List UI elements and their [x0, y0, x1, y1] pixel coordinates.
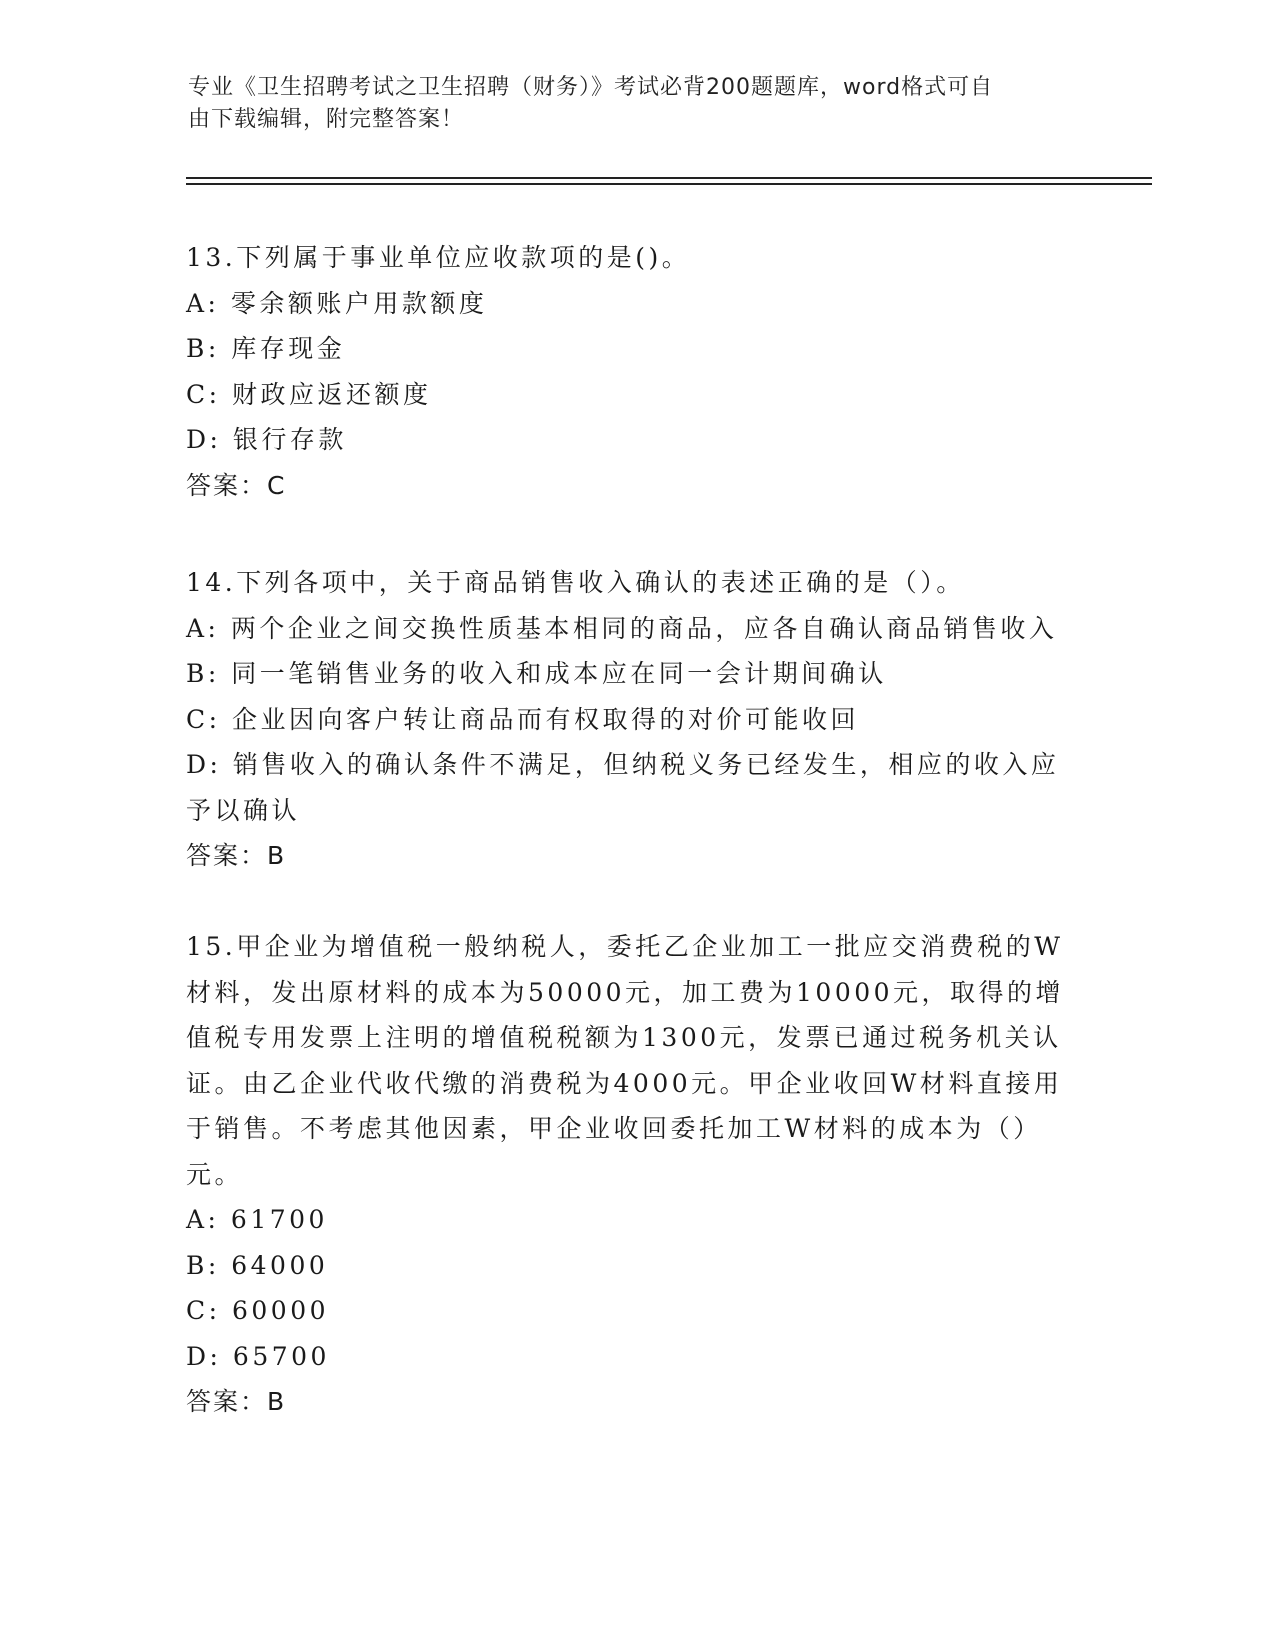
- option-a: A: 零余额账户用款额度: [186, 288, 488, 318]
- question-stem: 15.甲企业为增值税一般纳税人，委托乙企业加工一批应交消费税的W材料，发出原材料的成本为50000元，加工费为10000元，取得的增值税专用发票上注明的增值税税额为1300元，发票已通过税务机关认证。由乙企业代收代缴的消费税为4000元。甲企业收回W材料直接用于销售。不考虑其他因素，甲企业收回委托加工W材料的成本为（）元。: [186, 932, 1065, 1189]
- header-line-1: 专业《卫生招聘考试之卫生招聘（财务）》考试必背200题题库，word格式可自: [188, 75, 994, 100]
- answer-label: 答案：B: [186, 841, 287, 870]
- answer-label: 答案：B: [186, 1387, 287, 1416]
- option-c: C: 60000: [186, 1296, 330, 1325]
- option-b: B: 库存现金: [186, 334, 346, 363]
- option-d: D: 银行存款: [186, 425, 347, 454]
- option-b: B: 64000: [186, 1250, 329, 1280]
- option-c: C: 企业因向客户转让商品而有权取得的对价可能收回: [186, 704, 860, 734]
- answer-label: 答案：C: [186, 470, 287, 500]
- question-14: [186, 560, 1086, 879]
- question-stem: 14.下列各项中，关于商品销售收入确认的表述正确的是（）。: [186, 568, 965, 597]
- question-13: [186, 235, 1086, 508]
- header-divider-bottom: [186, 183, 1152, 185]
- option-c: C: 财政应返还额度: [186, 379, 432, 409]
- option-d: D: 销售收入的确认条件不满足，但纳税义务已经发生，相应的收入应予以确认: [186, 750, 1060, 825]
- document-header: [188, 72, 1068, 136]
- option-a: A: 61700: [186, 1205, 328, 1234]
- question-stem: 13.下列属于事业单位应收款项的是()。: [186, 243, 691, 272]
- question-15: [186, 924, 1086, 1425]
- header-divider-top: [186, 177, 1152, 179]
- header-line-2: 由下载编辑，附完整答案！: [188, 107, 465, 132]
- option-a: A: 两个企业之间交换性质基本相同的商品，应各自确认商品销售收入: [186, 613, 1058, 643]
- option-b: B: 同一笔销售业务的收入和成本应在同一会计期间确认: [186, 659, 887, 688]
- option-d: D: 65700: [186, 1341, 330, 1371]
